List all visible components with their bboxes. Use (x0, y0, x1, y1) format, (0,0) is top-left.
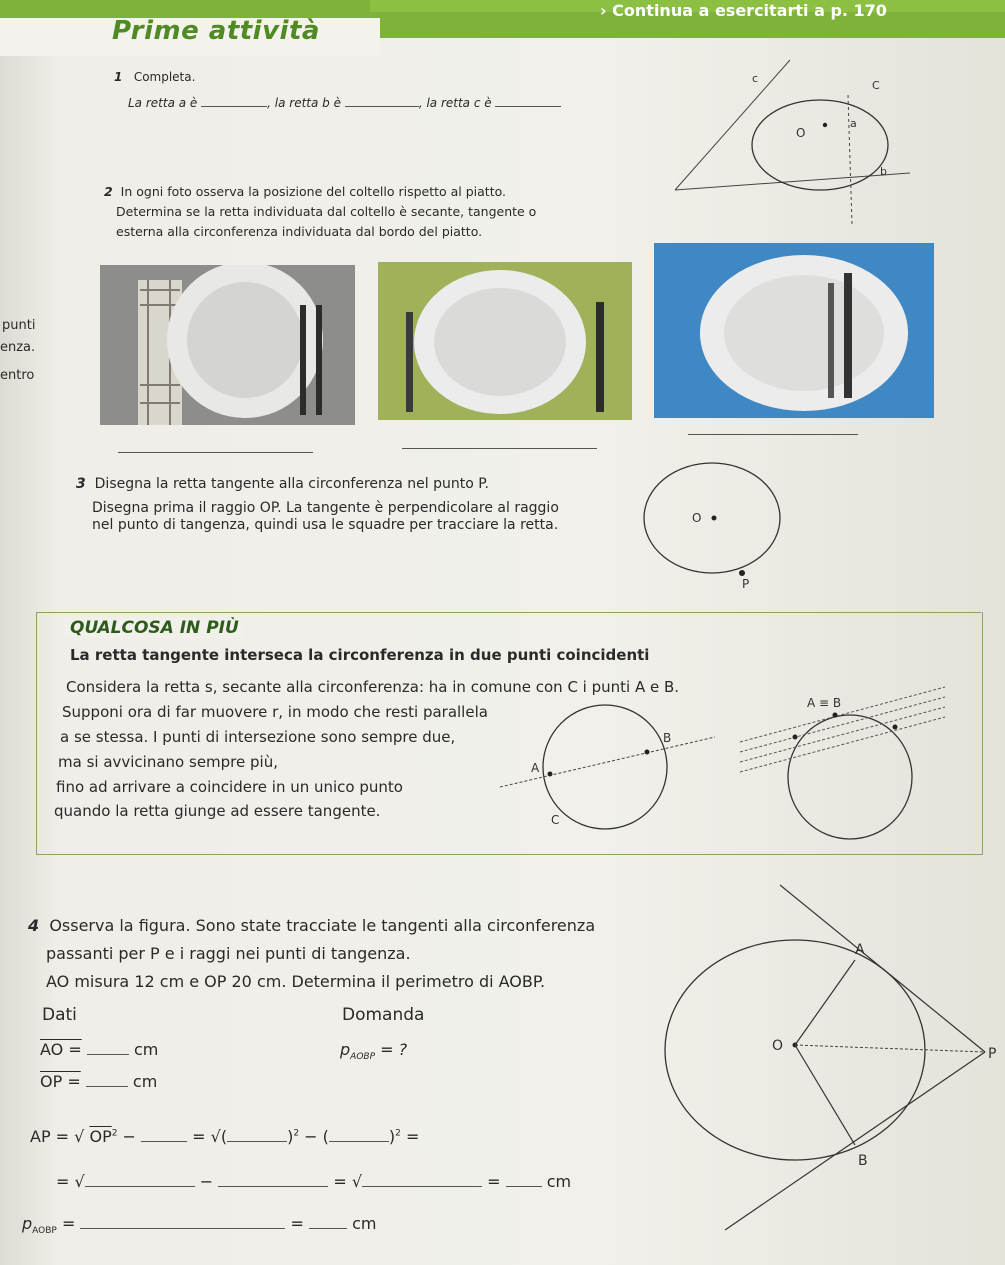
label-a: A (855, 942, 865, 958)
line-b-text: , la retta b è (267, 96, 341, 110)
extra-box-line: quando la retta giunge ad essere tangente. (54, 802, 381, 820)
exercise2-number: 2 (104, 184, 113, 199)
continue-link-text: Continua a esercitarti a p. 170 (612, 1, 887, 20)
blank[interactable] (141, 1141, 187, 1142)
parallel-line (740, 717, 945, 772)
equals-sign: = (56, 1172, 70, 1191)
photo-plate-green (378, 262, 632, 420)
tangent-line (740, 687, 945, 742)
exercise3-number: 3 (76, 476, 86, 492)
label-aeqb: A ≡ B (807, 696, 842, 710)
op-label: OP = (40, 1072, 81, 1091)
extra-box-subtitle: La retta tangente interseca la circonferenza in due punti coincidenti (70, 646, 650, 664)
question-tail: = ? (380, 1040, 408, 1059)
extra-box-top (36, 612, 981, 613)
blank[interactable] (85, 1186, 195, 1187)
extra-box-line: fino ad arrivare a coincidere in un unico punto (56, 778, 403, 796)
exercise2-line3: esterna alla circonferenza individuata dal bordo del piatto. (116, 224, 483, 239)
label-c: c (752, 72, 759, 85)
circle (665, 940, 925, 1160)
domanda-label: Domanda (342, 1005, 425, 1025)
segment-op (795, 1045, 985, 1052)
exercise4-line1 (28, 916, 595, 935)
photo-plate-grey (100, 265, 355, 425)
equals-sign: = (405, 1127, 420, 1146)
point-tangent (833, 713, 838, 718)
exercise1-number: 1 (114, 70, 123, 84)
extra-box-figure (495, 682, 950, 842)
label-o: O (796, 126, 806, 140)
answer-blank-a[interactable] (201, 106, 267, 107)
exercise1-figure (670, 55, 930, 225)
tangent-pb (725, 1052, 985, 1230)
op-squared: OP (89, 1127, 112, 1146)
op-given (40, 1072, 157, 1091)
photo-green-drawing (378, 262, 632, 420)
perimeter-p: p (22, 1214, 33, 1233)
question-p: p (340, 1040, 351, 1059)
label-a: A (531, 761, 540, 775)
extra-box-line: Supponi ora di far muovere r, in modo che resti parallela (62, 703, 488, 721)
unit: cm (132, 1072, 158, 1091)
unit: cm (352, 1214, 377, 1233)
question-perimeter (340, 1040, 407, 1062)
line-c-text: , la retta c è (418, 96, 492, 110)
exercise3-line2: Disegna prima il raggio OP. La tangente è perpendicolare al raggio (92, 500, 559, 516)
ap-formula: AP = √ $OP^2$ − = √( )$^2$ − ( )$^2$ = (30, 1127, 420, 1146)
sqrt-open: = √( (192, 1127, 228, 1146)
exercise3-line3: nel punto di tangenza, quindi usa le squadre per tracciare la retta. (92, 517, 559, 533)
photo-answer-line[interactable] (118, 452, 313, 453)
exercise3-text1: Disegna la retta tangente alla circonferenza nel punto P. (94, 476, 489, 492)
unit: cm (133, 1040, 159, 1059)
point-p (739, 570, 745, 576)
radius-oa (795, 960, 855, 1045)
margin-note: entro (0, 368, 35, 383)
minus-sign: − (199, 1172, 214, 1191)
perimeter-line (22, 1214, 377, 1236)
op-answer-blank[interactable] (86, 1086, 128, 1087)
equals-sign: = (61, 1214, 76, 1233)
point (893, 725, 898, 730)
label-b: B (663, 731, 672, 745)
exercise2-line2: Determina se la retta individuata dal coltello è secante, tangente o (116, 204, 537, 219)
continue-link[interactable]: › Continua a esercitarti a p. 170 (600, 1, 887, 20)
dati-label: Dati (42, 1005, 77, 1025)
label-circle-c: C (872, 79, 880, 92)
exercise4-number: 4 (28, 916, 40, 935)
margin-note: punti (2, 318, 36, 333)
blank[interactable] (506, 1186, 542, 1187)
line-a (848, 95, 852, 225)
point-b (645, 750, 650, 755)
ao-label: AO = (40, 1040, 82, 1059)
label-p: P (742, 577, 750, 591)
label-p: P (988, 1046, 997, 1062)
label-c: C (551, 813, 560, 827)
label-a: a (850, 117, 857, 130)
point-a (548, 772, 553, 777)
label-o: O (692, 511, 702, 525)
answer-blank-c[interactable] (495, 106, 561, 107)
equals-sign: = (333, 1172, 347, 1191)
blank[interactable] (227, 1141, 287, 1142)
exercise2-line1 (104, 184, 506, 199)
exercise2-text1: In ogni foto osserva la posizione del coltello rispetto al piatto. (120, 184, 507, 199)
answer-blank-b[interactable] (345, 106, 419, 107)
line-b (675, 173, 910, 190)
line-a-text: La retta a è (128, 96, 198, 110)
unit: cm (546, 1172, 572, 1191)
perimeter-sub: AOBP (32, 1226, 57, 1237)
exercise3-line1 (76, 476, 489, 492)
circle-left (543, 705, 667, 829)
minus-sign: − (304, 1127, 318, 1146)
page-title: Prime attività (112, 16, 320, 46)
exercise4-text1: Osserva la figura. Sono state tracciate le tangenti alla circonferenza (49, 916, 596, 935)
circle-right (788, 715, 912, 839)
exercise3-figure (640, 455, 800, 595)
blank[interactable] (309, 1228, 347, 1229)
center-point (823, 123, 827, 127)
exercise1-line (128, 96, 561, 110)
blank[interactable] (218, 1186, 328, 1187)
margin-note: enza. (0, 340, 36, 355)
photo-plate-blue (654, 243, 934, 418)
photo-answer-line[interactable] (688, 434, 858, 435)
extra-box-line: ma si avvicinano sempre più, (58, 753, 278, 771)
blank[interactable] (362, 1186, 482, 1187)
photo-answer-line[interactable] (402, 448, 597, 449)
exercise1-heading (114, 70, 195, 84)
question-sub: AOBP (350, 1052, 375, 1063)
extra-box-line: Considera la retta s, secante alla circonferenza: ha in comune con C i punti A e B. (66, 678, 680, 696)
circle-c (752, 100, 888, 190)
extra-box-line: a se stessa. I punti di intersezione sono sempre due, (60, 728, 456, 746)
label-b: B (858, 1153, 868, 1169)
point (793, 735, 798, 740)
exercise4-figure (660, 880, 1005, 1240)
photo-grey-drawing (100, 265, 355, 425)
equals-sign: = (290, 1214, 304, 1233)
label-b: b (880, 165, 887, 178)
ap-step: = √ − = √ = cm (56, 1172, 572, 1191)
equals-sign: = (487, 1172, 501, 1191)
minus-sign: − (122, 1127, 136, 1146)
exercise4-line2: passanti per P e i raggi nei punti di tangenza. (46, 944, 411, 963)
radius-ob (795, 1045, 855, 1145)
extra-box-title: QUALCOSA IN PIÙ (64, 618, 245, 638)
blank[interactable] (329, 1141, 389, 1142)
ao-answer-blank[interactable] (87, 1054, 129, 1055)
parallel-line (740, 697, 945, 752)
exercise4-line3: AO misura 12 cm e OP 20 cm. Determina il perimetro di AOBP. (46, 972, 546, 991)
tangent-pa (780, 885, 985, 1052)
center-o (712, 516, 717, 521)
exercise1-title: Completa. (133, 70, 196, 84)
ao-given (40, 1040, 158, 1059)
ap-label: AP = √ (30, 1127, 85, 1146)
label-o: O (772, 1038, 784, 1054)
photo-blue-drawing (654, 243, 934, 418)
blank[interactable] (80, 1228, 285, 1229)
line-c (675, 60, 790, 190)
